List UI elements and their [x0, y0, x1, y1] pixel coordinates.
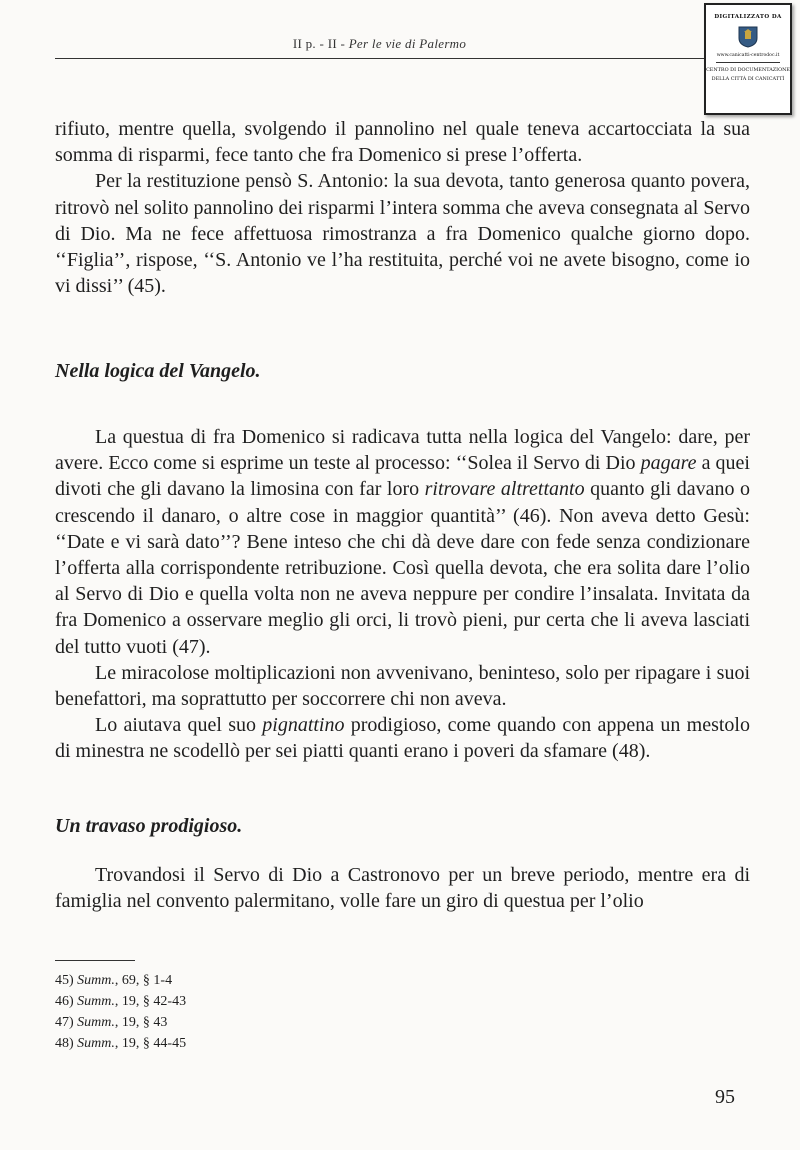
digitization-stamp — [704, 3, 792, 115]
paragraph-5 — [55, 712, 750, 764]
paragraph-5-part-a: Lo aiutava quel suo — [95, 714, 263, 737]
paragraph-3 — [55, 424, 750, 660]
header-rule — [55, 58, 705, 59]
paragraph-1: rifiuto, mentre quella, svolgendo il pannolino nel quale teneva accartocciata la sua somma di risparmi, fece tanto che fra Domenico si prese l’offerta. — [55, 118, 750, 167]
section-2-text — [55, 424, 750, 765]
paragraph-5-italic: pignattino — [262, 714, 345, 737]
footnote-46: 46) Summ., 19, § 42-43 — [55, 994, 187, 1009]
stamp-url: www.canicatti-centrodoc.it — [716, 53, 780, 58]
paragraph-3-italic-2: ritrovare altrettanto — [424, 478, 585, 501]
section-1-text — [55, 116, 750, 299]
footnote-48: 48) Summ., 19, § 44-45 — [55, 1036, 187, 1051]
footnote-47: 47) Summ., 19, § 43 — [55, 1015, 168, 1030]
section-3-text — [55, 862, 750, 914]
page-number: 95 — [715, 1086, 735, 1108]
footnote-45: 45) Summ., 69, § 1-4 — [55, 973, 173, 988]
footnote-rule — [55, 960, 135, 961]
stamp-top-text: DIGITALIZZATO DA — [714, 14, 782, 20]
stamp-divider — [716, 62, 780, 63]
stamp-line-1: CENTRO DI DOCUMENTAZIONE — [706, 67, 790, 73]
paragraph-6: Trovandosi il Servo di Dio a Castronovo per un breve periodo, mentre era di famiglia nel convento palermitano, volle fare un giro di questua per l’olio — [55, 864, 750, 913]
running-head-prefix: II p. - II - — [292, 36, 349, 51]
running-head — [55, 36, 704, 52]
paragraph-4: Le miracolose moltiplicazioni non avvenivano, beninteso, solo per ripagare i suoi benefattori, ma soprattutto per soccorrere chi non aveva. — [55, 661, 750, 711]
shield-emblem-icon — [738, 26, 758, 48]
paragraph-5-part-b: prodigioso, come quando con appena un mestolo di minestra ne scodellò per sei piatti quanti erano i poveri da sfamare (48). — [55, 714, 750, 763]
footnotes — [55, 970, 186, 1054]
paragraph-3-italic-1: pagare — [640, 452, 697, 475]
running-head-title: Per le vie di Palermo — [348, 36, 467, 51]
paragraph-3-part-b: a quei divoti che gli davano la limosina con far loro — [55, 452, 750, 501]
paragraph-3-part-c: quanto gli davano o crescendo il danaro, o altre cose in maggior quantità’’ (46). Non aveva detto Gesù: ‘‘Date e vi sarà dato’’? Bene inteso che chi dà deve dare con fede senza condizionare l’offerta alla corrispondente retribuzione. Così quella devota, che era solita dare l’olio al Servo di Dio e quella volta non ne aveva neppure per condire l’insalata. Invitata da fra Domenico a osservare meglio gli orci, li trovò pieni, pur certa che li aveva lasciati del tutto vuoti (47). — [55, 478, 750, 658]
paragraph-2: Per la restituzione pensò S. Antonio: la sua devota, tanto generosa quanto povera, ritrovò nel solito pannolino dei risparmi l’intera somma che aveva consegnata al Servo di Dio. Ma ne fece affettuosa rimostranza a fra Domenico qualche giorno dopo. ‘‘Figlia’’, rispose, ‘‘S. Antonio ve l’ha restituita, perché voi ne avete bisogno, come io vi dissi’’ (45). — [55, 170, 750, 298]
section-heading-vangelo: Nella logica del Vangelo. — [55, 360, 261, 382]
paragraph-3-part-a: La questua di fra Domenico si radicava tutta nella logica del Vangelo: dare, per avere. Ecco come si esprime un teste al processo: ‘‘Solea il Servo di Dio — [55, 426, 750, 475]
stamp-line-2: DELLA CITTÀ DI CANICATTÌ — [711, 76, 785, 82]
section-heading-travaso: Un travaso prodigioso. — [55, 815, 243, 837]
